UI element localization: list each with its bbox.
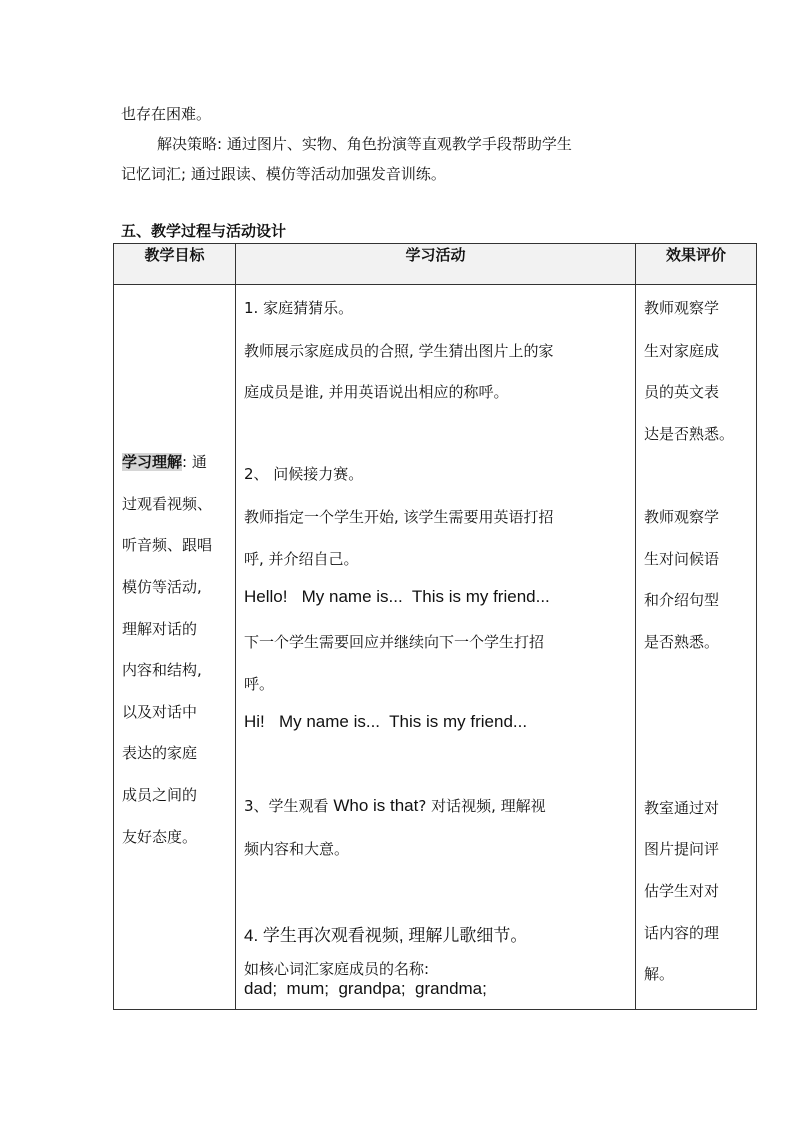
table-header-row (114, 244, 757, 285)
eval-1-line-1: 教师观察学 (644, 299, 720, 317)
eval-3-line-4: 话内容的理 (644, 924, 720, 942)
activity-3-line-2: 频内容和大意。 (244, 840, 350, 858)
goal-line-7: 以及对话中 (122, 703, 198, 721)
intro-line-3: 记忆词汇; 通过跟读、模仿等活动加强发音训练。 (121, 165, 446, 183)
goal-cell (114, 285, 236, 1010)
activity-2-english-1: Hello! My name is... This is my friend... (244, 587, 550, 606)
activity-3-post: ? 对话视频, 理解视 (418, 797, 546, 815)
activity-4-title-text: 4. 学生再次观看视频, 理解儿歌细节。 (244, 926, 528, 945)
activity-4-line-1: 如核心词汇家庭成员的名称: (244, 960, 430, 978)
section-title: 五、教学过程与活动设计 (121, 222, 287, 240)
activity-2-english-2: Hi! My name is... This is my friend... (244, 712, 528, 731)
eval-1-line-4: 达是否熟悉。 (644, 425, 735, 443)
header-evaluation: 效果评价 (636, 244, 757, 285)
eval-3-line-1: 教室通过对 (644, 799, 720, 817)
goal-line-5: 理解对话的 (122, 620, 198, 638)
intro-line-2: 解决策略: 通过图片、实物、角色扮演等直观教学手段帮助学生 (157, 135, 572, 153)
eval-3-line-5: 解。 (644, 965, 675, 983)
intro-line-1: 也存在困难。 (121, 105, 212, 123)
activity-2-line-4: 呼。 (244, 675, 275, 693)
goal-line-9: 成员之间的 (122, 786, 198, 804)
activity-2-line-2: 呼, 并介绍自己。 (244, 550, 359, 568)
goal-line-1-rest: : 通 (182, 453, 207, 471)
activity-1-line-2: 庭成员是谁, 并用英语说出相应的称呼。 (244, 383, 509, 401)
activity-2-line-3: 下一个学生需要回应并继续向下一个学生打招 (244, 633, 545, 651)
goal-line-2: 过观看视频、 (122, 495, 213, 513)
activity-table (113, 243, 757, 1010)
activity-3-pre: 3、学生观看 (244, 797, 334, 815)
activity-4-english: dad; mum; grandpa; grandma; (244, 979, 487, 998)
header-activity: 学习活动 (236, 244, 636, 285)
goal-line-10: 友好态度。 (122, 828, 198, 846)
eval-3-line-3: 估学生对对 (644, 882, 720, 900)
eval-2-line-4: 是否熟悉。 (644, 633, 720, 651)
activity-1-line-1: 教师展示家庭成员的合照, 学生猜出图片上的家 (244, 342, 554, 360)
activity-2-line-1: 教师指定一个学生开始, 该学生需要用英语打招 (244, 508, 554, 526)
goal-highlight: 学习理解 (122, 453, 183, 471)
eval-1-line-3: 员的英文表 (644, 383, 720, 401)
eval-2-line-3: 和介绍句型 (644, 591, 720, 609)
table-row (114, 285, 757, 1010)
goal-line-4: 模仿等活动, (122, 578, 202, 596)
eval-1-line-2: 生对家庭成 (644, 342, 720, 360)
goal-line-1 (122, 451, 207, 472)
goal-line-8: 表达的家庭 (122, 744, 198, 762)
eval-2-line-1: 教师观察学 (644, 508, 720, 526)
eval-2-line-2: 生对问候语 (644, 550, 720, 568)
activity-3-english: Who is that (333, 796, 419, 815)
eval-3-line-2: 图片提问评 (644, 840, 720, 858)
activity-3-line-1 (244, 795, 546, 816)
header-goal: 教学目标 (114, 244, 236, 285)
goal-line-3: 听音频、跟唱 (122, 536, 213, 554)
activity-1-title: 1. 家庭猜猜乐。 (244, 299, 354, 317)
activity-cell (236, 285, 636, 1010)
activity-2-title: 2、 问候接力赛。 (244, 465, 364, 483)
goal-line-6: 内容和结构, (122, 661, 202, 679)
evaluation-cell (636, 285, 757, 1010)
activity-4-title (244, 921, 527, 946)
